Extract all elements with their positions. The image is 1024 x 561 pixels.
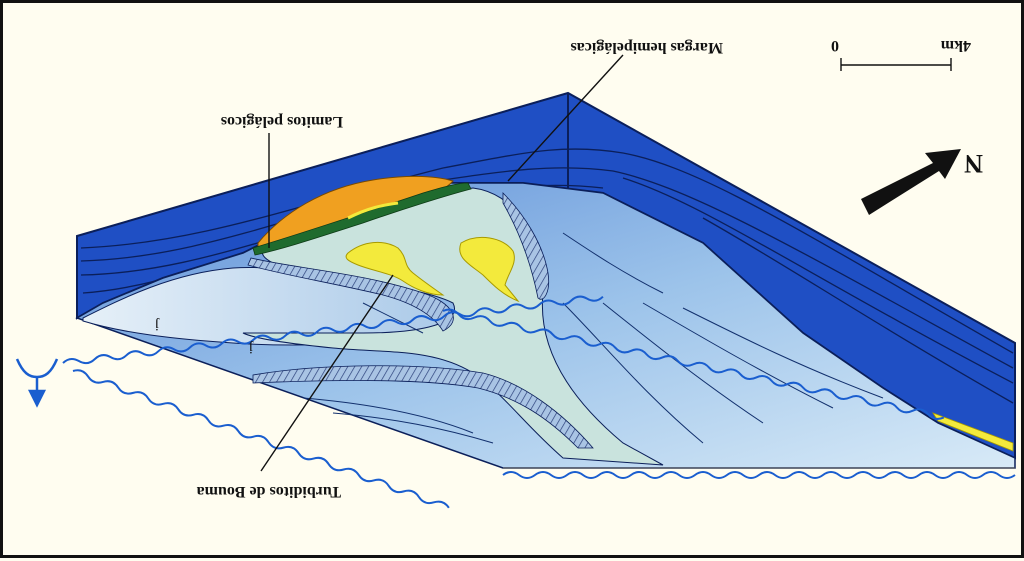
label-lamitos: Lamitos pelágicos [220,113,343,130]
scale-start: 0 [831,37,839,54]
label-turbiditos: Turbiditos de Bouma [196,483,341,500]
label-j1: j [154,317,159,333]
block-diagram [3,3,1024,561]
label-margas: Margas hemipelágicas [570,39,723,56]
downlap-arrow-icon [17,359,57,405]
north-label: N [964,149,983,178]
north-arrow-icon [861,149,961,215]
label-j2: j [248,340,253,356]
scale-bar [841,58,951,71]
scale-end: 4km [940,37,971,54]
